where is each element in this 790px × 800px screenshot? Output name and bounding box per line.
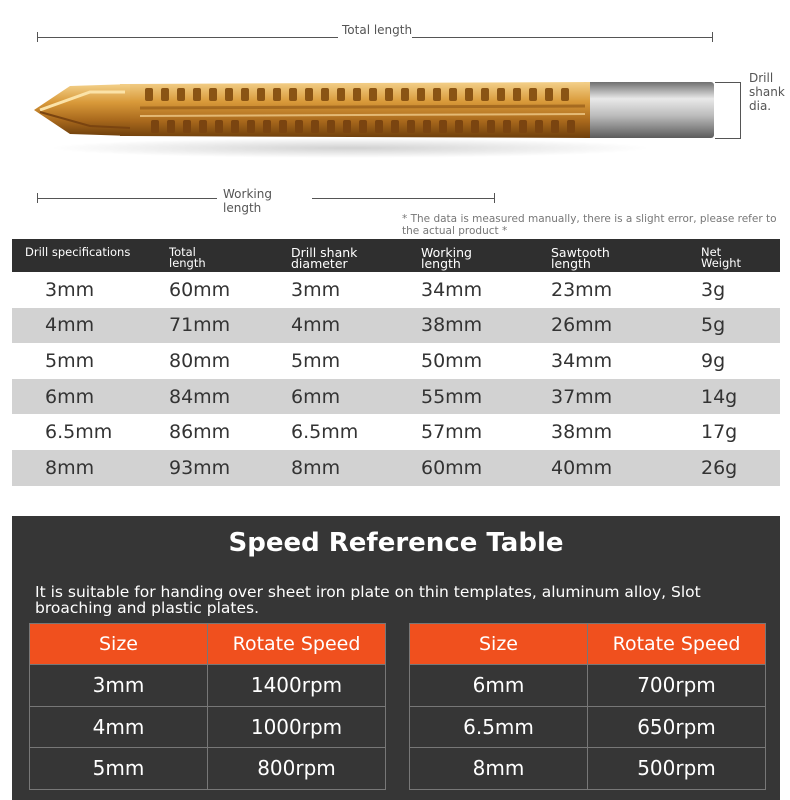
spec-cell-total: 80mm [169, 349, 231, 372]
spec-table-body [12, 272, 780, 486]
spec-cell-total: 93mm [169, 456, 231, 479]
spec-table-header [12, 239, 780, 272]
header-sawtooth-length: Sawtooth length [551, 245, 610, 271]
sawtooth-notch [295, 120, 303, 133]
spec-cell-shank: 6.5mm [291, 421, 359, 444]
sawtooth-notch [375, 120, 383, 133]
sawtooth-notch [481, 88, 489, 101]
sawtooth-notch [433, 88, 441, 101]
spec-cell-weight: 26g [701, 456, 738, 479]
speed-table-header [410, 624, 766, 665]
speed-row [30, 665, 386, 707]
spec-cell-spec: 6mm [45, 385, 95, 408]
speed-reference-panel [12, 516, 780, 800]
sawtooth-notch [321, 88, 329, 101]
speed-row [410, 665, 766, 707]
sawtooth-notch [167, 120, 175, 133]
sawtooth-notch [529, 88, 537, 101]
drill-shadow [50, 138, 650, 158]
speed-cell-speed: 1000rpm [208, 706, 386, 748]
spec-cell-sawtooth: 23mm [551, 278, 613, 301]
header-working-length: Working length [421, 245, 472, 271]
sawtooth-notch [487, 120, 495, 133]
spec-cell-sawtooth: 26mm [551, 314, 613, 337]
sawtooth-notch [567, 120, 575, 133]
speed-row [410, 706, 766, 748]
sawtooth-notch [177, 88, 185, 101]
spec-cell-shank: 8mm [291, 456, 341, 479]
sawtooth-notch [215, 120, 223, 133]
spec-cell-working: 55mm [421, 385, 483, 408]
spec-row [12, 379, 780, 415]
sawtooth-notch [369, 88, 377, 101]
sawtooth-notch [311, 120, 319, 133]
speed-cell-size: 6.5mm [410, 706, 588, 748]
sawtooth-notch [439, 120, 447, 133]
sawtooth-notch [337, 88, 345, 101]
speed-cell-size: 5mm [30, 748, 208, 790]
sawtooth-notch [535, 120, 543, 133]
sawtooth-notch [161, 88, 169, 101]
sawtooth-notch [417, 88, 425, 101]
spec-cell-total: 71mm [169, 314, 231, 337]
drill-flute [140, 106, 585, 108]
header-total-length: Total length [169, 245, 206, 270]
header-net-weight: Net Weight [701, 245, 742, 270]
sawtooth-notch [423, 120, 431, 133]
spec-cell-weight: 3g [701, 278, 726, 301]
spec-cell-shank: 5mm [291, 349, 341, 372]
speed-description: It is suitable for handing over sheet iron plate on thin templates, aluminum alloy, Slot broaching and plastic plates. [35, 583, 701, 617]
sawtooth-notch [407, 120, 415, 133]
sawtooth-notch [497, 88, 505, 101]
sawtooth-notch [241, 88, 249, 101]
spec-row [12, 414, 780, 450]
size-header: Size [410, 624, 588, 665]
sawtooth-notch [391, 120, 399, 133]
spec-cell-total: 60mm [169, 278, 231, 301]
speed-cell-size: 8mm [410, 748, 588, 790]
working-length-label [223, 187, 272, 215]
speed-cell-speed: 700rpm [588, 665, 766, 707]
spec-cell-weight: 14g [701, 385, 738, 408]
spec-cell-working: 57mm [421, 421, 483, 444]
dim-line [312, 198, 494, 199]
dim-line [37, 198, 217, 199]
speed-table-right [409, 623, 766, 790]
sawtooth-notch [151, 120, 159, 133]
spec-cell-working: 38mm [421, 314, 483, 337]
shank-label [749, 71, 785, 113]
spec-cell-shank: 3mm [291, 278, 341, 301]
spec-cell-spec: 5mm [45, 349, 95, 372]
sawtooth-notch [231, 120, 239, 133]
spec-cell-total: 84mm [169, 385, 231, 408]
speed-title: Speed Reference Table [228, 528, 564, 558]
spec-cell-spec: 3mm [45, 278, 95, 301]
drill-shank [582, 82, 714, 138]
spec-cell-sawtooth: 37mm [551, 385, 613, 408]
spec-cell-sawtooth: 38mm [551, 421, 613, 444]
spec-table [12, 239, 780, 486]
spec-cell-spec: 6.5mm [45, 421, 113, 444]
spec-row [12, 343, 780, 379]
sawtooth-notch [199, 120, 207, 133]
spec-cell-weight: 17g [701, 421, 738, 444]
sawtooth-notch [193, 88, 201, 101]
shank-label-line: shank [749, 85, 785, 99]
spec-cell-spec: 4mm [45, 314, 95, 337]
spec-cell-sawtooth: 34mm [551, 349, 613, 372]
dim-line [37, 37, 338, 38]
sawtooth-notch [305, 88, 313, 101]
total-length-label: Total length [342, 23, 413, 37]
working-length-label-line: length [223, 201, 262, 215]
spec-row [12, 308, 780, 344]
working-length-label-line: Working [223, 187, 272, 201]
measurement-note: * The data is measured manually, there is a slight error, please refer to the actual product * [402, 213, 777, 237]
spec-cell-weight: 5g [701, 314, 726, 337]
sawtooth-notch [145, 88, 153, 101]
sawtooth-notch [449, 88, 457, 101]
speed-row [30, 706, 386, 748]
speed-row [30, 748, 386, 790]
speed-cell-size: 3mm [30, 665, 208, 707]
rotate-speed-header: Rotate Speed [588, 624, 766, 665]
sawtooth-notch [471, 120, 479, 133]
sawtooth-notch [503, 120, 511, 133]
header-drill-shank-diameter: Drill shank diameter [291, 245, 358, 271]
sawtooth-notch [545, 88, 553, 101]
speed-cell-size: 4mm [30, 706, 208, 748]
spec-cell-shank: 6mm [291, 385, 341, 408]
spec-row [12, 450, 780, 486]
sawtooth-notch [561, 88, 569, 101]
spec-cell-weight: 9g [701, 349, 726, 372]
header-drill-specifications: Drill specifications [25, 245, 131, 259]
speed-cell-speed: 800rpm [208, 748, 386, 790]
speed-cell-speed: 1400rpm [208, 665, 386, 707]
shank-label-line: Drill [749, 71, 774, 85]
size-header: Size [30, 624, 208, 665]
speed-cell-size: 6mm [410, 665, 588, 707]
sawtooth-notch [279, 120, 287, 133]
sawtooth-notch [359, 120, 367, 133]
rotate-speed-header: Rotate Speed [208, 624, 386, 665]
spec-cell-working: 50mm [421, 349, 483, 372]
spec-cell-working: 60mm [421, 456, 483, 479]
spec-cell-spec: 8mm [45, 456, 95, 479]
sawtooth-notch [257, 88, 265, 101]
speed-cell-speed: 650rpm [588, 706, 766, 748]
sawtooth-notch [513, 88, 521, 101]
dim-tick-right [494, 193, 495, 203]
dim-line [412, 37, 712, 38]
sawtooth-notch [289, 88, 297, 101]
sawtooth-notch [551, 120, 559, 133]
spec-cell-total: 86mm [169, 421, 231, 444]
drill-bit-illustration [30, 70, 720, 160]
speed-row [410, 748, 766, 790]
sawtooth-notch [343, 120, 351, 133]
dim-line [740, 82, 741, 139]
sawtooth-notch [519, 120, 527, 133]
sawtooth-notch [385, 88, 393, 101]
sawtooth-notch [209, 88, 217, 101]
sawtooth-notch [455, 120, 463, 133]
sawtooth-notch [273, 88, 281, 101]
sawtooth-notch [401, 88, 409, 101]
spec-cell-working: 34mm [421, 278, 483, 301]
sawtooth-notch [263, 120, 271, 133]
sawtooth-notch [465, 88, 473, 101]
speed-table-header [30, 624, 386, 665]
sawtooth-notch [225, 88, 233, 101]
sawtooth-notch [247, 120, 255, 133]
sawtooth-notch [327, 120, 335, 133]
speed-cell-speed: 500rpm [588, 748, 766, 790]
spec-cell-sawtooth: 40mm [551, 456, 613, 479]
dim-tick-right [712, 32, 713, 42]
sawtooth-notch [183, 120, 191, 133]
spec-cell-shank: 4mm [291, 314, 341, 337]
shank-label-line: dia. [749, 99, 772, 113]
spec-row [12, 272, 780, 308]
speed-table-left [29, 623, 386, 790]
sawtooth-notch [353, 88, 361, 101]
